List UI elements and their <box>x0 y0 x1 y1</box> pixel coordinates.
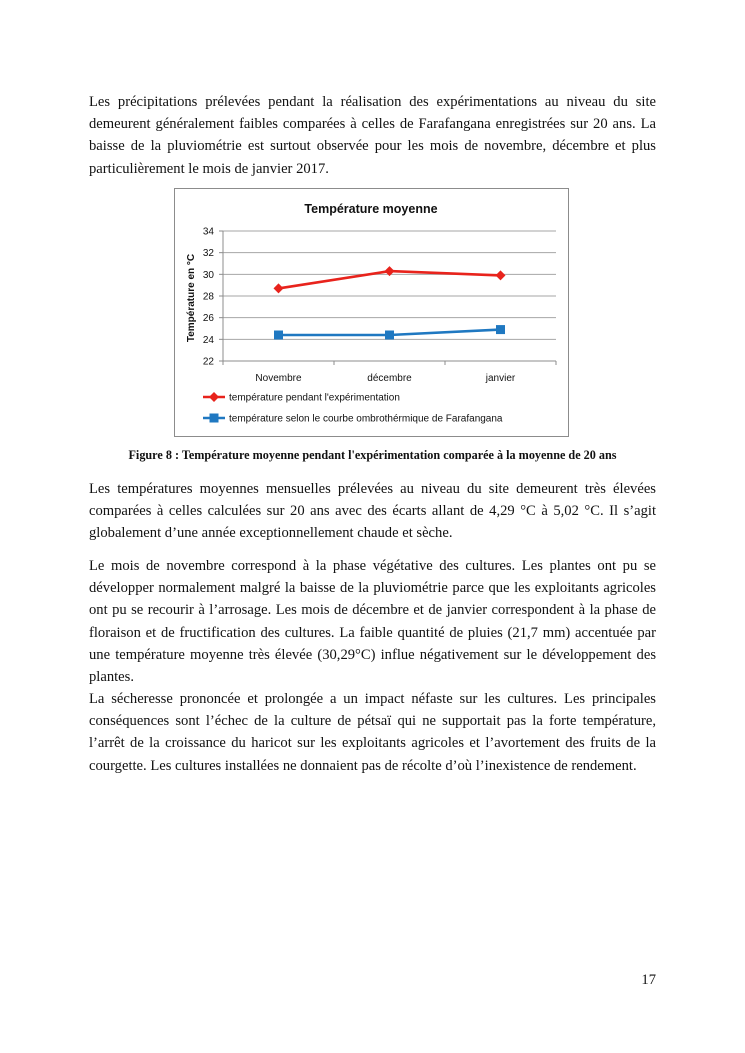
figure-caption: Figure 8 : Température moyenne pendant l'expérimentation comparée à la moyenne de 20 ans <box>128 448 617 462</box>
series-2-point <box>385 331 394 340</box>
y-tick-label: 24 <box>202 334 214 346</box>
chart-title: Température moyenne <box>304 202 438 216</box>
legend-label-2: température selon le courbe ombrothérmique de Farafangana <box>229 413 503 425</box>
page-number: 17 <box>641 972 656 988</box>
y-tick-label: 26 <box>202 313 214 325</box>
y-tick-label: 30 <box>202 269 214 281</box>
series-1-point <box>274 283 284 293</box>
x-tick-label: Novembre <box>255 373 302 384</box>
chart-axes <box>203 227 556 385</box>
y-tick-label: 22 <box>202 356 214 368</box>
y-tick-label: 32 <box>202 248 214 260</box>
legend-marker-2 <box>210 414 219 423</box>
legend-label-1: température pendant l'expérimentation <box>229 392 400 404</box>
chart-svg <box>175 189 568 436</box>
series-1-point <box>496 270 506 280</box>
x-tick-label: janvier <box>485 373 516 384</box>
paragraph-precipitation: Les précipitations prélevées pendant la réalisation des expérimentations au niveau du site demeurent généralement faibles comparées à celles de Farafangana enregistrées sur 20 ans. La baisse de la pluviométrie est surtout observée pour les mois de novembre, décembre et plus particulièrement le mois de janvier 2017. <box>89 94 656 177</box>
series-2-point <box>274 331 283 340</box>
y-tick-label: 28 <box>202 291 214 303</box>
legend-marker-1 <box>209 392 219 402</box>
temperature-chart <box>174 188 569 437</box>
chart-series <box>274 266 506 339</box>
x-tick-label: décembre <box>367 373 412 384</box>
paragraph-novembre: Le mois de novembre correspond à la phase végétative des cultures. Les plantes ont pu se développer normalement malgré la baisse de la pluviométrie parce que les exploitants agricoles ont pu se recourir à l’arrosage. Les mois de décembre et de janvier correspondent à la phase de floraison et de fructification des cultures. La faible quantité de pluies (21,7 mm) accentuée par une température moyenne très élevée (30,29°C) influe négativement sur le développement des plantes. <box>89 558 656 686</box>
chart-y-axis-label: Température en °C <box>186 253 197 343</box>
y-tick-label: 34 <box>202 226 214 238</box>
chart-gridlines <box>223 231 556 361</box>
chart-legend <box>203 392 503 425</box>
paragraph-temperatures: Les températures moyennes mensuelles prélevées au niveau du site demeurent très élevées comparées à celles calculées sur 20 ans avec des écarts allant de 4,29 °C à 5,02 °C. Il s’agit globalement d’une année exceptionnellement chaude et sèche. <box>89 481 656 542</box>
paragraph-secheresse: La sécheresse prononcée et prolongée a un impact néfaste sur les cultures. Les principales conséquences sont l’échec de la culture de pétsaï qui ne supportait pas la forte température, l’arrêt de la croissance du haricot sur les exploitants agricoles et l’avortement des fruits de la courgette. Les cultures installées ne donnaient pas de récolte d’où l’inexistence de rendement. <box>89 691 656 774</box>
series-2-point <box>496 325 505 334</box>
